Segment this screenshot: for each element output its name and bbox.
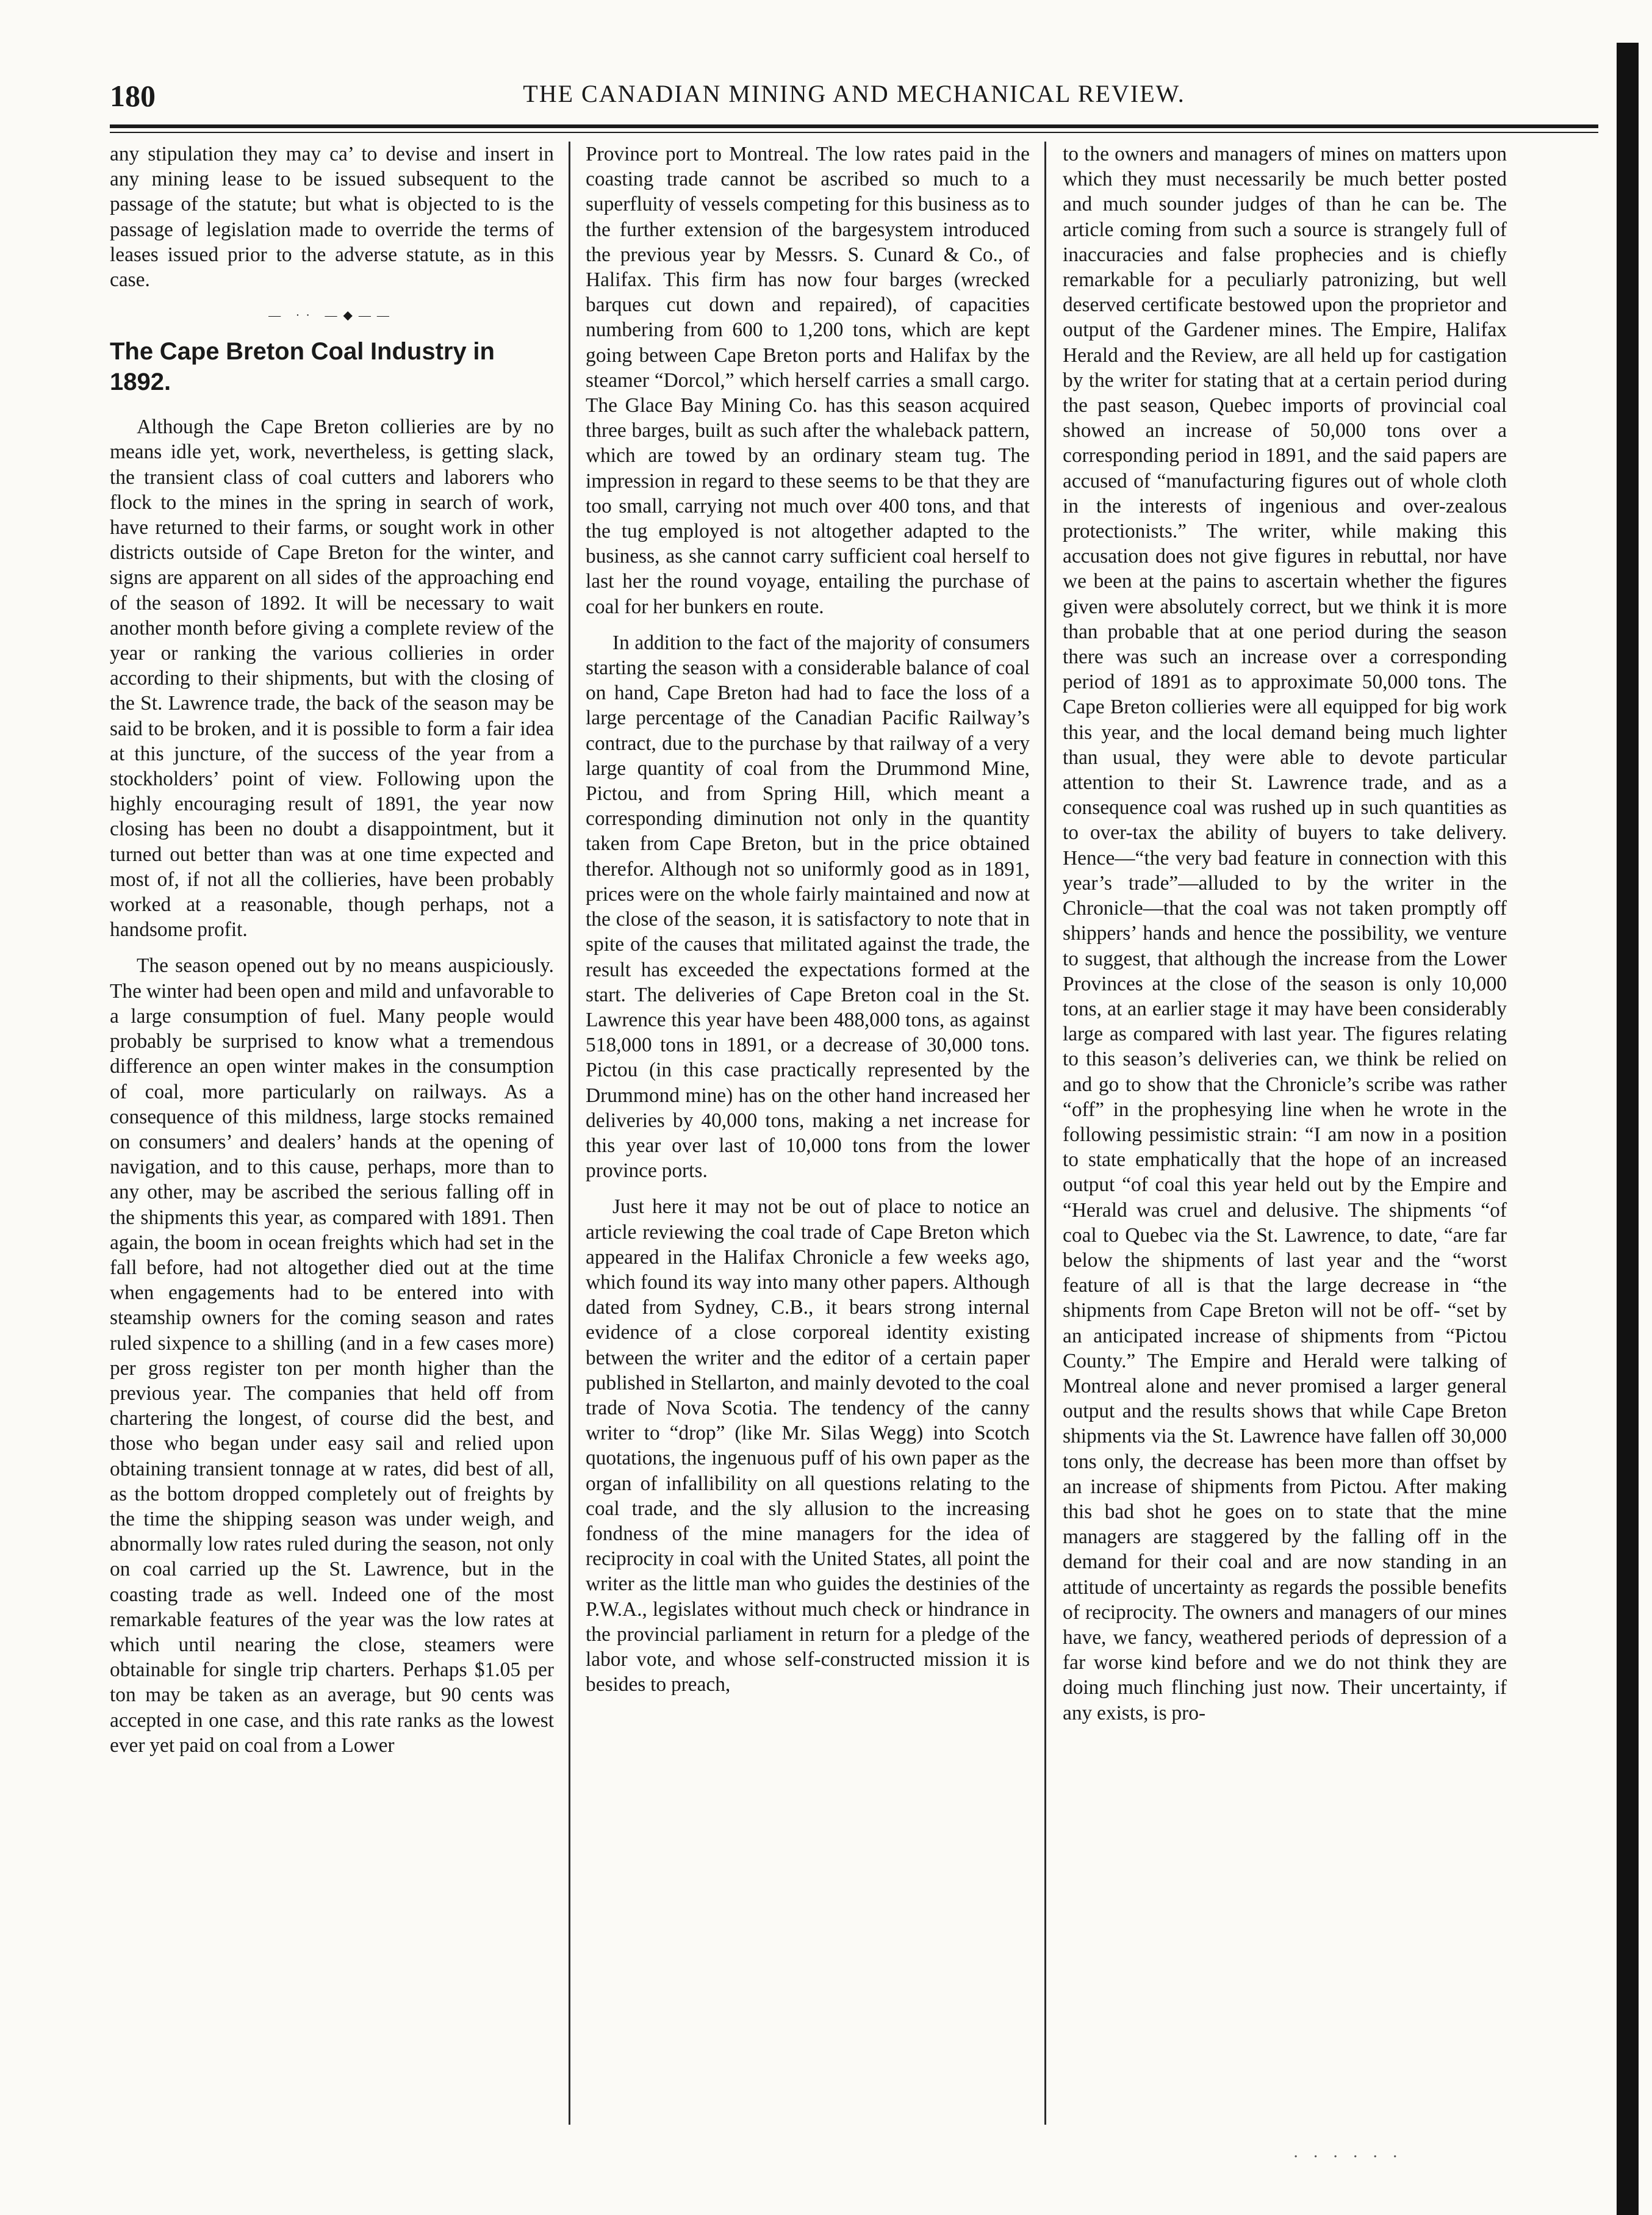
paragraph: any stipulation they may ca’ to devise and insert in any mining lease to be issued subsequent to the passage of the statute; but what is objected to is the passage of legislation made to override the terms of leases issued prior to the adverse statute, as in this case. [110, 143, 554, 292]
paragraph: Just here it may not be out of place to notice an article reviewing the coal trade of Cape Breton which appeared in the Halifax Chronicle a few weeks ago, which found its way into many other papers. Although dated from Sydney, C.B., it bears strong internal evidence of a close corporeal identity existing between the writer and the editor of a certain paper published in Stellarton, and mainly devoted to the coal trade of Nova Scotia. The tendency of the canny writer to “drop” (like Mr. Silas Wegg) into Scotch quotations, the ingenuous puff of his own paper as the organ of infallibility on all questions relating to the coal trade, and the sly allusion to the increasing fondness of the mine managers for the idea of reciprocity in coal with the United States, all point the writer as the little man who guides the destinies of the P.W.A., legislates without much check or hindrance in the provincial parliament in return for a pledge of the labor vote, and whose self-constructed mission it is besides to preach, [586, 1195, 1030, 1696]
column-2 [586, 142, 1030, 2131]
header-rule-thick [110, 124, 1598, 128]
running-head: THE CANADIAN MINING AND MECHANICAL REVIEW. [523, 80, 1185, 107]
paragraph: In addition to the fact of the majority of consumers starting the season with a considerable balance of coal on hand, Cape Breton had had to face the loss of a large percentage of the Canadian Pacific Railway’s contract, due to the purchase by that railway of a very large quantity of coal from the Drummond Mine, Pictou, and from Spring Hill, which meant a corresponding diminution not only in the quantity taken from Cape Breton, but in the price obtained therefor. Although not so uniformly good as in 1891, prices were on the whole fairly maintained and now at the close of the season, it is satisfactory to note that in spite of the causes that militated against the trade, the result has exceeded the expectations formed at the start. The deliveries of Cape Breton coal in the St. Lawrence this year have been 488,000 tons, as against 518,000 tons in 1891, or a decrease of 30,000 tons. Pictou (in this case practically represented by the Drummond mine) has on the other hand increased her deliveries by 40,000 tons, making a net increase for this year over last of 10,000 tons from the lower province ports. [586, 631, 1030, 1183]
article-title: The Cape Breton Coal Industry in 1892. [110, 338, 495, 396]
scan-edge-bar [1617, 43, 1639, 2215]
paragraph: Province port to Montreal. The low rates paid in the coasting trade cannot be ascribed so much to a superfluity of vessels competing for this business as to the further extension of the bargesystem introduced the previous year by Messrs. S. Cunard & Co., of Halifax. This firm has now four barges (wrecked barques cut down and repaired), of capacities numbering from 600 to 1,200 tons, which are kept going between Cape Breton ports and Halifax by the steamer “Dorcol,” which herself carries a small cargo. The Glace Bay Mining Co. has this season acquired three barges, built as such after the whaleback pattern, which are towed by an ordinary steam tug. The impression in regard to these seems to be that they are too small, carrying not much over 400 tons, and that the tug employed is not altogether adapted to the business, as she cannot carry sufficient coal herself to last her the round voyage, entailing the purchase of coal for her bunkers en route. [586, 143, 1030, 618]
column-divider [569, 142, 570, 2125]
column-3 [1063, 142, 1507, 2131]
paragraph: to the owners and managers of mines on matters upon which they must necessarily be much better posted and much sounder judges of than he can be. The article coming from such a source is strangely full of inaccuracies and false prophecies and is chiefly remarkable for a peculiarly patronizing, but well deserved certificate bestowed upon the proprietor and output of the Gardener mines. The Empire, Halifax Herald and the Review, are all held up for castigation by the writer for stating that at a certain period during the past season, Quebec imports of provincial coal showed an increase of 50,000 tons over a corresponding period in 1891, and the said papers are accused of “manufacturing figures out of whole cloth in the interests of ingenious and over-zealous protectionists.” The writer, while making this accusation does not give figures in rebuttal, nor have we been at the pains to ascertain whether the figures given were absolutely correct, but we think it is more than probable that at one period during the season there was such an increase over a corresponding period of 1891 as to approximate 50,000 tons. The Cape Breton collieries were all equipped for big work this year, and the local demand being much lighter than usual, they were able to devote particular attention to their St. Lawrence trade, and as a consequence coal was rushed up in such quantities as to over-tax the ability of buyers to take delivery. Hence—“the very bad feature in connection with this year’s trade”—alluded to by the writer in the Chronicle—that the coal was not taken promptly off shippers’ hands and hence the possibility, we venture to suggest, that although the increase from the Lower Provinces at the close of the season is only 10,000 tons, at an earlier stage it may have been considerably large as compared with last year. The figures relating to this season’s deliveries can, we think be relied on and go to show that the Chronicle’s scribe was rather “off” in the prophesying line when he wrote in the following pessimistic strain: “I am now in a position to state emphatically that the hope of an increased output “of coal this year held out by the Empire and “Herald was cruel and delusive. The shipments “of coal to Quebec via the St. Lawrence, to date, “are far below the shipments of last year and the “worst feature of all is that the large decrease in “the shipments from Cape Breton will not be off- “set by an anticipated increase of shipments from “Pictou County.” The Empire and Herald were talking of Montreal alone and never promised a larger general output and the results shows that while Cape Breton shipments via the St. Lawrence have fallen off 30,000 tons only, the decrease has been more than offset by an increase of shipments from Pictou. After making this bad shot he goes on to state that the mine managers are staggered by the falling off in the demand for their coal and are now standing in an attitude of uncertainty as regards the possible benefits of reciprocity. The owners and managers of our mines have, we fancy, weathered periods of depression of a far worse kind before and we do not think they are doing much flinching just now. Their uncertainty, if any exists, is pro- [1063, 143, 1507, 1724]
header-rule-thin [110, 132, 1598, 133]
scan-specks: · · · · · · [1293, 2148, 1402, 2166]
page-header [110, 72, 1598, 121]
page-number: 180 [110, 79, 156, 113]
column-1 [110, 142, 554, 2131]
paragraph: Although the Cape Breton collieries are by no means idle yet, work, nevertheless, is getting slack, the transient class of coal cutters and laborers who flock to the mines in the spring in search of work, have returned to their farms, or sought work in other districts outside of Cape Breton for the winter, and signs are apparent on all sides of the approaching end of the season of 1892. It will be necessary to wait another month before giving a complete review of the year or ranking the various collieries in order according to their shipments, but with the closing of the St. Lawrence trade, the back of the season may be said to be broken, and it is possible to form a fair idea at this juncture, of the success of the year from a stockholders’ point of view. Following upon the highly encouraging result of 1891, the year now closing has been no doubt a disappointment, but it turned out better than was at one time expected and most of, if not all the collieries, have been probably worked at a reasonable, though perhaps, not a handsome profit. [110, 416, 554, 942]
section-ornament: — ·· —◆—— [268, 309, 395, 323]
column-divider [1044, 142, 1046, 2125]
paragraph: The season opened out by no means auspiciously. The winter had been open and mild and unfavorable to a large consumption of fuel. Many people would probably be surprised to know what a tremendous difference an open winter makes in the consumption of coal, more particularly on railways. As a consequence of this mildness, large stocks remained on consumers’ and dealers’ hands at the opening of navigation, and to this cause, perhaps, more than to any other, may be ascribed the serious falling off in the shipments this year, as compared with 1891. Then again, the boom in ocean freights which had set in the fall before, had not altogether died out at the time when engagements had to be entered into with steamship owners for the coming season and rates ruled sixpence to a shilling (and in a few cases more) per gross register ton per month higher than the previous year. The companies that held off from chartering the longest, of course did the best, and those who began under easy sail and relied upon obtaining transient tonnage at w rates, did best of all, as the bottom dropped completely out of freights by the time the shipping season was under weigh, and abnormally low rates ruled during the season, not only on coal carried up the St. Lawrence, but in the coasting trade as well. Indeed one of the most remarkable features of the year was the low rates at which until nearing the close, steamers were obtainable for single trip charters. Perhaps $1.05 per ton may be taken as an average, but 90 cents was accepted in one case, and this rate ranks as the lowest ever yet paid on coal from a Lower [110, 954, 554, 1757]
